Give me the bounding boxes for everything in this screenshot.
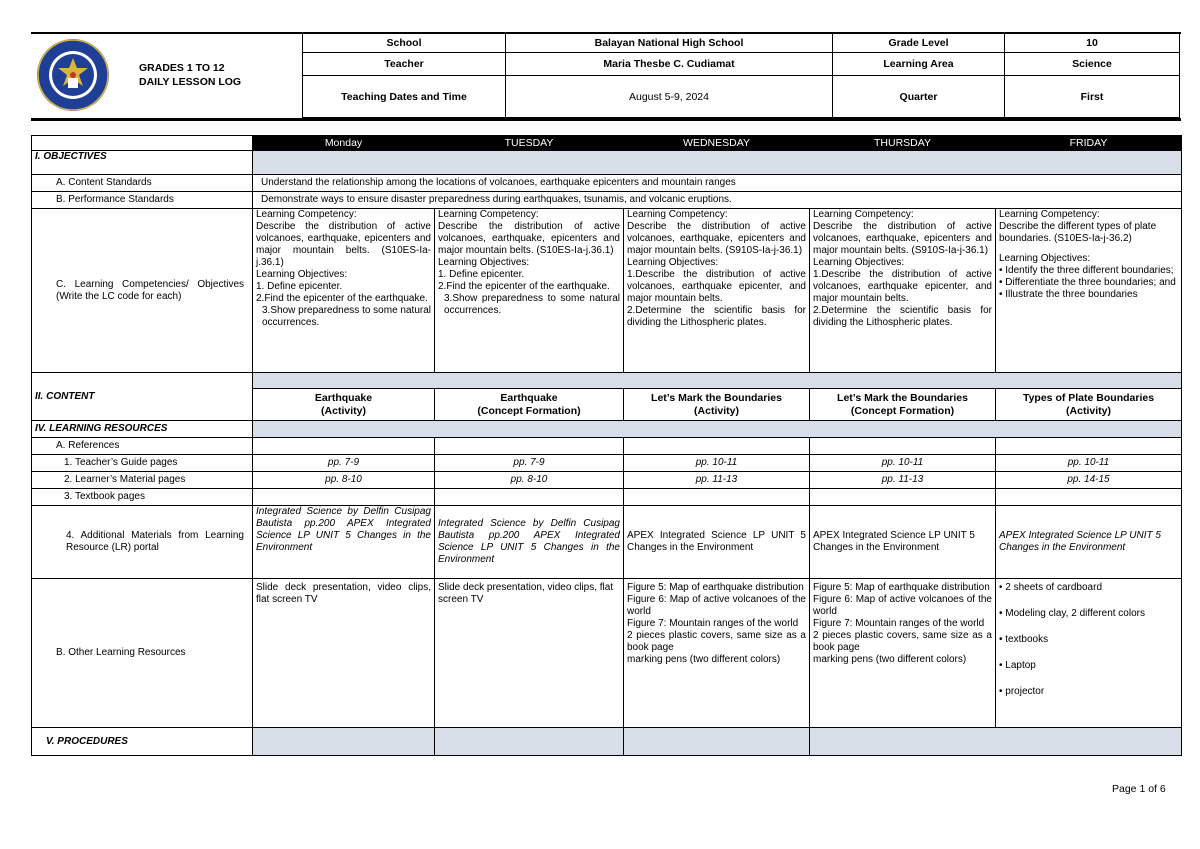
day-header-blank <box>32 136 253 151</box>
topic-monday <box>253 389 435 421</box>
empty-cell <box>253 489 435 506</box>
performance-standards-row <box>32 192 1182 209</box>
tg-pages: pp. 10-11 <box>996 455 1182 472</box>
resource-item: • textbooks <box>999 634 1049 645</box>
tg-label: 1. Teacher’s Guide pages <box>32 455 253 472</box>
references-row <box>32 438 1182 455</box>
dates-label: Teaching Dates and Time <box>303 76 506 118</box>
objective-item: 2.Determine the scientific basis for dividing the Lithospheric plates. <box>813 305 992 328</box>
objective-item: 2.Find the epicenter of the earthquake. <box>438 281 610 292</box>
references-label: A. References <box>32 438 253 455</box>
competency-tuesday <box>435 209 624 373</box>
topic-sub: (Activity) <box>321 404 366 417</box>
other-thursday <box>810 579 996 728</box>
lc-text: Describe the distribution of active volcanoes, earthquake, epicenters and major mountain belts. (S910S-Ia-j-36.1) <box>813 221 992 256</box>
resource-item: • 2 sheets of cardboard <box>999 582 1103 593</box>
tg-pages: pp. 10-11 <box>624 455 810 472</box>
resource-item: Figure 5: Map of earthquake distribution <box>813 582 990 593</box>
tg-pages: pp. 10-11 <box>810 455 996 472</box>
spacer-row-shade <box>32 373 1182 389</box>
procedures-shade <box>435 728 624 756</box>
day-header-row <box>32 136 1182 151</box>
empty-cell <box>253 438 435 455</box>
topic-title: Earthquake <box>500 391 558 404</box>
additional-row <box>32 506 1182 579</box>
tg-row <box>32 455 1182 472</box>
objective-item: 2.Find the epicenter of the earthquake. <box>256 293 428 304</box>
competency-friday <box>996 209 1182 373</box>
content-heading: II. CONTENT <box>32 373 253 421</box>
resource-item: • Modeling clay, 2 different colors <box>999 608 1145 619</box>
resource-item: Figure 6: Map of active volcanoes of the world <box>813 594 992 617</box>
resources-row <box>32 421 1182 438</box>
header-bottom-rule <box>31 118 1181 121</box>
empty-cell <box>624 489 810 506</box>
lc-heading: Learning Competency: <box>256 209 357 220</box>
competencies-label: C. Learning Competencies/ Objectives (Write the LC code for each) <box>32 209 253 373</box>
lm-pages: pp. 14-15 <box>996 472 1182 489</box>
other-tuesday: Slide deck presentation, video clips, flat screen TV <box>435 579 624 728</box>
empty-cell <box>810 438 996 455</box>
content-shade <box>253 373 1182 389</box>
tg-pages: pp. 7-9 <box>253 455 435 472</box>
lesson-table <box>31 135 1182 756</box>
lc-text: Describe the distribution of active volcanoes, earthquake, epicenters and major mountain belts. (S10ES-Ia-j.36.1) <box>256 221 431 268</box>
lc-heading: Learning Competency: <box>813 209 914 220</box>
resource-item: marking pens (two different colors) <box>627 654 781 665</box>
quarter-label: Quarter <box>833 76 1005 118</box>
lc-heading: Learning Competency: <box>627 209 728 220</box>
additional-thursday: APEX Integrated Science LP UNIT 5 Changes in the Environment <box>810 506 996 579</box>
resource-item: • Laptop <box>999 660 1036 671</box>
other-wednesday <box>624 579 810 728</box>
competency-monday <box>253 209 435 373</box>
obj-heading: Learning Objectives: <box>438 257 530 268</box>
day-wednesday: WEDNESDAY <box>624 136 810 151</box>
textbook-label: 3. Textbook pages <box>32 489 253 506</box>
grade-value: 10 <box>1005 34 1180 53</box>
performance-standards-text: Demonstrate ways to ensure disaster preparedness during earthquakes, tsunamis, and volcanic eruptions. <box>253 192 1182 209</box>
procedures-shade <box>253 728 435 756</box>
topic-title: Let’s Mark the Boundaries <box>837 391 968 404</box>
teacher-label: Teacher <box>303 53 506 76</box>
empty-cell <box>435 438 624 455</box>
topic-sub: (Concept Formation) <box>850 404 955 417</box>
resource-item: Figure 5: Map of earthquake distribution <box>627 582 804 593</box>
objective-item: 3.Show preparedness to some natural occurrences. <box>262 305 431 328</box>
procedures-row <box>32 728 1182 756</box>
day-tuesday: TUESDAY <box>435 136 624 151</box>
obj-heading: Learning Objectives: <box>627 257 719 268</box>
school-value: Balayan National High School <box>506 34 833 53</box>
obj-heading: Learning Objectives: <box>999 253 1091 264</box>
competencies-row <box>32 209 1182 373</box>
resource-item: 2 pieces plastic covers, same size as a book page <box>627 630 806 653</box>
empty-cell <box>996 438 1182 455</box>
topic-sub: (Activity) <box>1066 404 1111 417</box>
page-number: Page 1 of 6 <box>1112 783 1166 795</box>
header-info-table <box>302 33 1180 118</box>
doc-title <box>139 61 241 89</box>
content-standards-row <box>32 175 1182 192</box>
lm-pages: pp. 11-13 <box>810 472 996 489</box>
grade-label: Grade Level <box>833 34 1005 53</box>
content-standards-label: A. Content Standards <box>32 175 253 192</box>
lc-text: Describe the distribution of active volcanoes, earthquake, epicenters and major mountain belts. (S910S-Ia-j-36.1) <box>627 221 806 256</box>
objective-item: • Identify the three different boundaries; <box>999 265 1174 276</box>
textbook-row <box>32 489 1182 506</box>
lm-label: 2. Learner’s Material pages <box>32 472 253 489</box>
empty-cell <box>624 438 810 455</box>
topic-thursday <box>810 389 996 421</box>
objective-item: 1.Describe the distribution of active volcanoes, earthquake epicenter, and major mountain belts. <box>627 269 806 304</box>
additional-monday: Integrated Science by Delfin Cusipag Bautista pp.200 APEX Integrated Science LP UNIT 5 Changes in the Environment <box>253 506 435 579</box>
dates-value: August 5-9, 2024 <box>506 76 833 118</box>
performance-standards-label: B. Performance Standards <box>32 192 253 209</box>
procedures-shade <box>810 728 1182 756</box>
objective-item: 1. Define epicenter. <box>256 281 343 292</box>
lc-heading: Learning Competency: <box>438 209 539 220</box>
other-friday <box>996 579 1182 728</box>
doc-title-line1: GRADES 1 TO 12 <box>139 62 225 74</box>
area-label: Learning Area <box>833 53 1005 76</box>
resource-item: marking pens (two different colors) <box>813 654 967 665</box>
day-friday: FRIDAY <box>996 136 1182 151</box>
other-resources-row <box>32 579 1182 728</box>
deped-seal-icon <box>36 38 110 112</box>
resources-heading: IV. LEARNING RESOURCES <box>32 421 253 438</box>
topic-sub: (Concept Formation) <box>477 404 581 417</box>
other-monday: Slide deck presentation, video clips, flat screen TV <box>253 579 435 728</box>
tg-pages: pp. 7-9 <box>435 455 624 472</box>
other-resources-label: B. Other Learning Resources <box>32 579 253 728</box>
empty-cell <box>996 489 1182 506</box>
objective-item: • Differentiate the three boundaries; and <box>999 277 1176 288</box>
day-thursday: THURSDAY <box>810 136 996 151</box>
content-standards-text: Understand the relationship among the locations of volcanoes, earthquake epicenters and mountain ranges <box>253 175 1182 192</box>
school-label: School <box>303 34 506 53</box>
competency-thursday <box>810 209 996 373</box>
resource-item: Figure 6: Map of active volcanoes of the world <box>627 594 806 617</box>
lm-pages: pp. 8-10 <box>435 472 624 489</box>
lm-row <box>32 472 1182 489</box>
lc-text: Describe the different types of plate boundaries. (S10ES-Ia-j-36.2) <box>999 221 1157 244</box>
additional-friday: APEX Integrated Science LP UNIT 5 Changes in the Environment <box>996 506 1182 579</box>
topic-wednesday <box>624 389 810 421</box>
area-value: Science <box>1005 53 1180 76</box>
objective-item: 3.Show preparedness to some natural occurrences. <box>444 293 620 316</box>
resource-item: 2 pieces plastic covers, same size as a book page <box>813 630 992 653</box>
lm-pages: pp. 11-13 <box>624 472 810 489</box>
resources-shade <box>253 421 1182 438</box>
teacher-value: Maria Thesbe C. Cudiamat <box>506 53 833 76</box>
topic-title: Types of Plate Boundaries <box>1022 391 1155 404</box>
objective-item: 1.Describe the distribution of active volcanoes, earthquake epicenter, and major mountain belts. <box>813 269 992 304</box>
resource-item: • projector <box>999 686 1045 697</box>
objective-item: 1. Define epicenter. <box>438 269 525 280</box>
objective-item: 2.Determine the scientific basis for dividing the Lithospheric plates. <box>627 305 806 328</box>
day-monday: Monday <box>253 136 435 151</box>
obj-heading: Learning Objectives: <box>256 269 348 280</box>
empty-cell <box>435 489 624 506</box>
topic-sub: (Activity) <box>694 404 739 417</box>
obj-heading: Learning Objectives: <box>813 257 905 268</box>
additional-tuesday: Integrated Science by Delfin Cusipag Bautista pp.200 APEX Integrated Science LP UNIT 5 Changes in the Environment <box>435 506 624 579</box>
objectives-shade <box>253 151 1182 175</box>
lm-pages: pp. 8-10 <box>253 472 435 489</box>
topic-friday <box>996 389 1182 421</box>
objectives-row <box>32 151 1182 175</box>
topic-title: Let’s Mark the Boundaries <box>651 391 782 404</box>
topic-title: Earthquake <box>314 391 373 404</box>
doc-title-line2: DAILY LESSON LOG <box>139 76 242 88</box>
lc-heading: Learning Competency: <box>999 209 1100 220</box>
topic-tuesday <box>435 389 624 421</box>
resource-item: Figure 7: Mountain ranges of the world <box>627 618 799 629</box>
additional-wednesday: APEX Integrated Science LP UNIT 5 Changes in the Environment <box>624 506 810 579</box>
objectives-heading: I. OBJECTIVES <box>32 151 253 175</box>
lc-text: Describe the distribution of active volcanoes, earthquake, epicenters and major mountain belts. (S10ES-Ia-j.36.1) <box>438 221 620 256</box>
empty-cell <box>810 489 996 506</box>
procedures-shade <box>624 728 810 756</box>
competency-wednesday <box>624 209 810 373</box>
quarter-value: First <box>1005 76 1180 118</box>
resource-item: Figure 7: Mountain ranges of the world <box>813 618 985 629</box>
procedures-heading: V. PROCEDURES <box>32 728 253 756</box>
objective-item: • Illustrate the three boundaries <box>999 289 1138 300</box>
additional-label: 4. Additional Materials from Learning Resource (LR) portal <box>32 506 253 579</box>
